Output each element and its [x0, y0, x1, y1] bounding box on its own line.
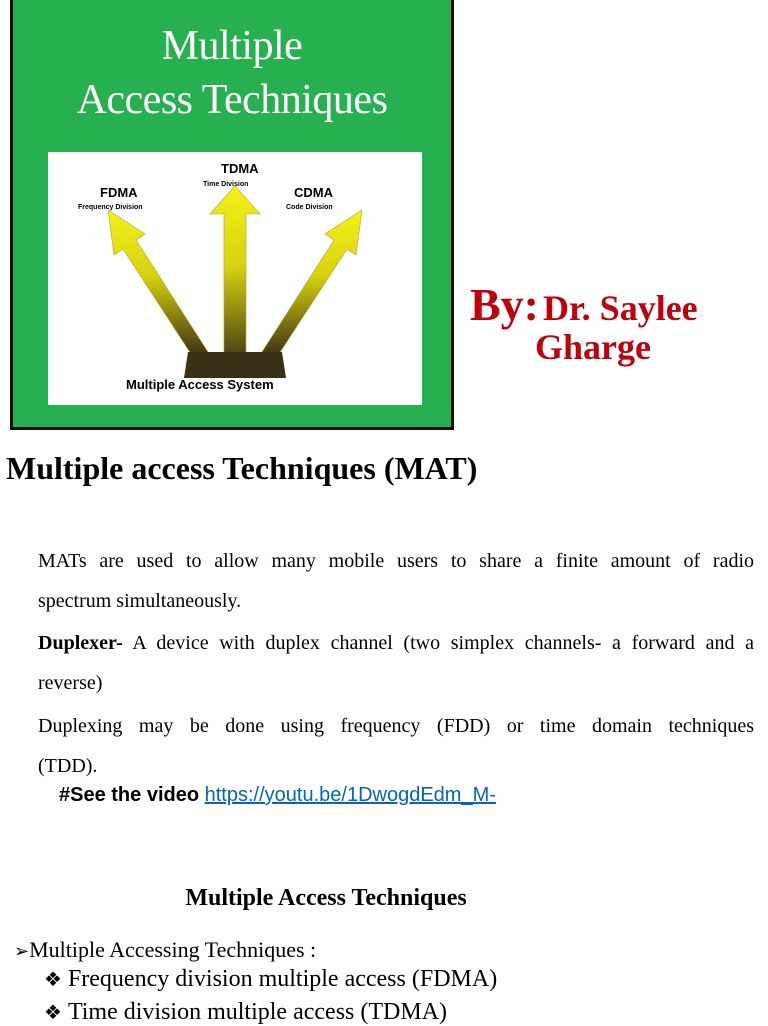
diagram-svg	[48, 152, 422, 405]
bullet-mat	[16, 541, 754, 621]
list-item-text: Frequency division multiple access (FDMA)	[67, 966, 498, 992]
cover-title-line1: Multiple	[161, 23, 303, 69]
diamond-bullet-icon: ❖	[44, 967, 62, 991]
tdma-label: TDMA	[221, 161, 259, 176]
bullet-text-line1: Duplexing may be done using frequency (FDD) or time domain techniques	[38, 715, 754, 737]
video-reference	[59, 784, 496, 807]
arrow-bullet-icon: ➢	[14, 941, 30, 962]
bullet-text-line2: spectrum simultaneously.	[38, 590, 242, 612]
multiple-access-diagram	[48, 152, 422, 405]
fdma-label: FDMA	[100, 185, 138, 200]
author-line1	[470, 278, 698, 331]
list-item	[44, 999, 447, 1026]
bullet-text-line1: A device with duplex channel (two simplex channels- a forward and a	[132, 632, 754, 654]
fdma-arrow	[108, 210, 208, 357]
video-link[interactable]: https://youtu.be/1DwogdEdm_M-	[204, 784, 496, 806]
list-intro-text: Multiple Accessing Techniques :	[29, 937, 317, 962]
tdma-sublabel: Time Division	[203, 181, 249, 188]
bullet-text-line1: MATs are used to allow many mobile users to share a finite amount of radio	[38, 550, 754, 572]
author-by: By:	[470, 279, 539, 330]
cdma-arrow	[262, 210, 362, 357]
tdma-arrow	[210, 186, 260, 367]
list-intro	[14, 937, 316, 963]
bullet-duplexing	[16, 706, 754, 786]
bullet-duplexer	[16, 623, 754, 703]
diagram-base	[184, 352, 286, 378]
author-name-line2: Gharge	[535, 327, 651, 367]
cover-title-line2: Access Techniques	[76, 77, 388, 123]
bullet-text-line2: reverse)	[38, 672, 103, 694]
fdma-sublabel: Frequency Division	[78, 204, 143, 211]
author-name-line1: Dr. Saylee	[543, 288, 698, 328]
section-heading: Multiple Access Techniques	[185, 885, 467, 911]
page-title: Multiple access Techniques (MAT)	[6, 450, 478, 486]
bullet-text-line2: (TDD).	[38, 755, 98, 777]
list-item-text: Time division multiple access (TDMA)	[67, 999, 448, 1025]
diagram-caption: Multiple Access System	[126, 377, 274, 392]
cdma-label: CDMA	[294, 185, 333, 200]
cdma-sublabel: Code Division	[286, 204, 333, 211]
list-item	[44, 966, 497, 993]
diamond-bullet-icon: ❖	[44, 1000, 62, 1024]
bullet-term: Duplexer-	[38, 632, 123, 654]
video-label: #See the video	[59, 784, 200, 806]
cover-panel	[10, 0, 454, 430]
